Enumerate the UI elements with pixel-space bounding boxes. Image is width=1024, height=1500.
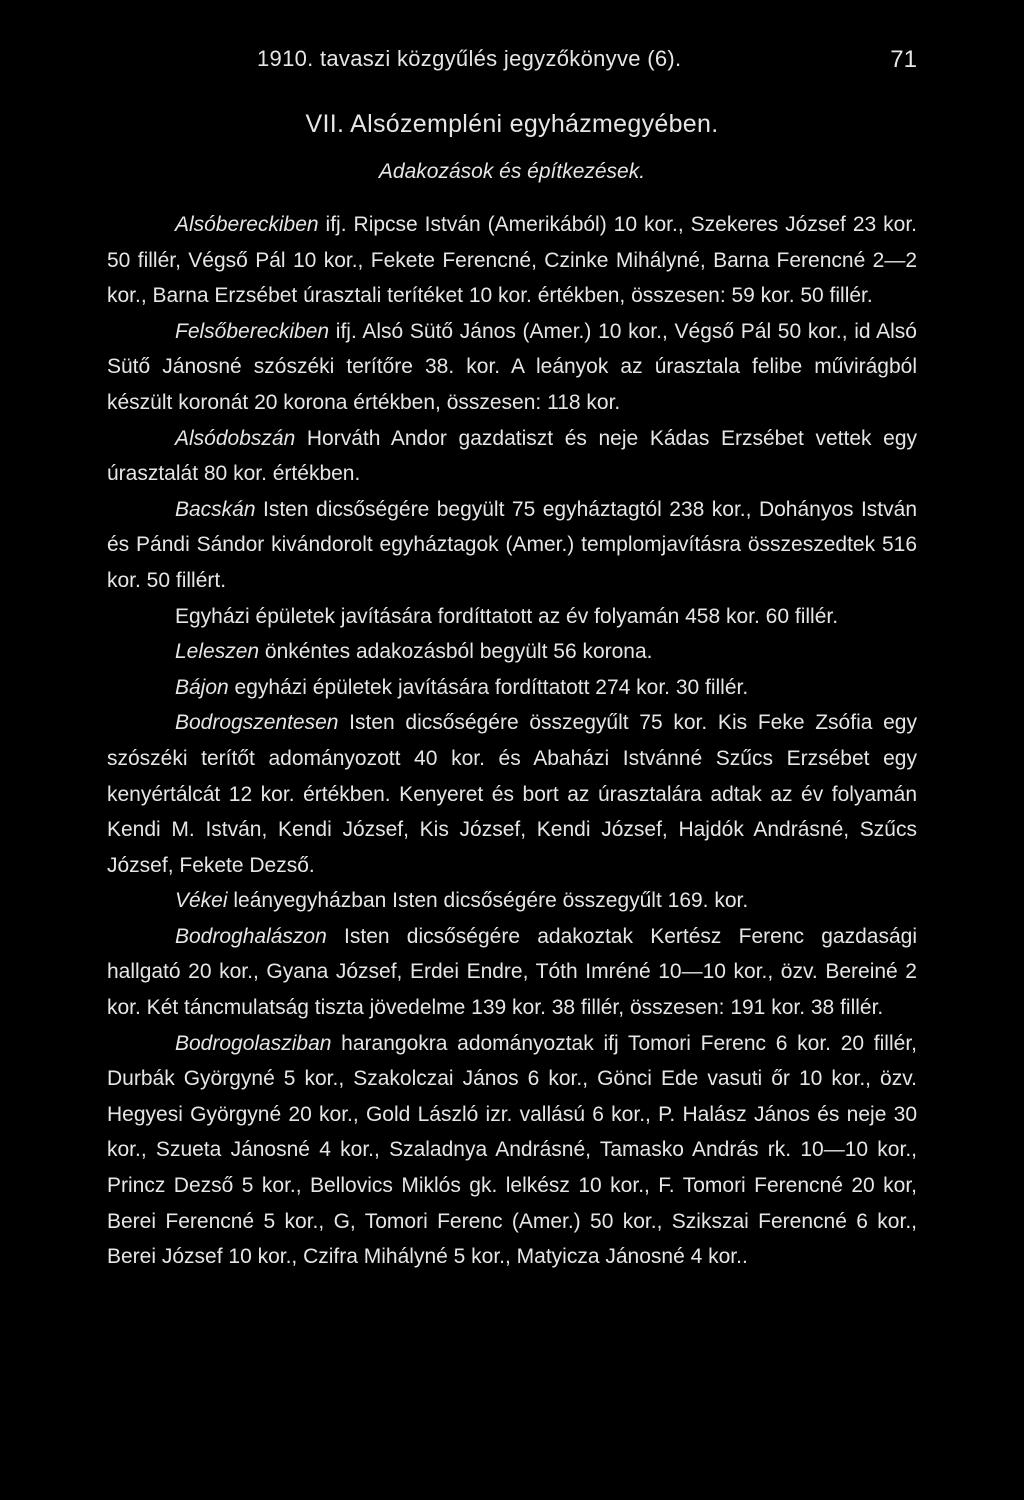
paragraph-text: Horváth Andor gazdatiszt és neje Kádas Erzsébet vettek egy úrasztalát 80 kor. értékben. <box>107 426 917 486</box>
place-name: Bodrogolasziban <box>175 1031 332 1055</box>
paragraph-text: harangokra adományoztak ifj Tomori Ferenc 6 kor. 20 fillér, Durbák Györgyné 5 kor., Szakolczai János 6 kor., Gönci Ede vasuti őr 10 kor., özv. Hegyesi Györgyné 20 kor., Gold László izr. vallású 6 kor., P. Halász János és neje 30 kor., Szueta Jánosné 4 kor., Szaladnya Andrásné, Tamasko András rk. 10—10 kor., Princz Dezső 5 kor., Bellovics Miklós gk. lelkész 10 kor., F. Tomori Ferencné 20 kor, Berei Ferencné 5 kor., G, Tomori Ferenc (Amer.) 50 kor., Szikszai Ferencné 6 kor., Berei József 10 kor., Czifra Mihályné 5 kor., Matyicza Jánosné 4 kor.. <box>107 1031 917 1269</box>
place-name: Alsódobszán <box>175 426 296 450</box>
paragraph-lelesz <box>107 634 917 670</box>
paragraph-felsoberecki <box>107 314 917 421</box>
paragraph-text: Egyházi épületek javítására fordíttatott az év folyamán 458 kor. 60 fillér. <box>175 604 839 628</box>
paragraph-bodrogolaszi <box>107 1026 917 1275</box>
paragraph-text: önkéntes adakozásból begyült 56 korona. <box>259 640 653 664</box>
paragraph-text: ifj. Alsó Sütő János (Amer.) 10 kor., Végső Pál 50 kor., id Alsó Sütő Jánosné szószéki terítőre 38. kor. A leányok az úrasztala felibe művirágból készült koronát 20 korona értékben, összesen: 118 kor. <box>107 319 917 414</box>
paragraph-alsodobsza <box>107 421 917 492</box>
place-name: Felsőbereckiben <box>175 319 330 343</box>
body-text <box>107 207 917 1275</box>
section-title: VII. Alsózempléni egyházmegyében. <box>305 110 719 138</box>
page-number: 71 <box>890 46 917 73</box>
place-name: Vékei <box>175 889 228 913</box>
paragraph-text: Isten dicsőségére adakoztak Kertész Ferenc gazdasági hallgató 20 kor., Gyana József, Erdei Endre, Tóth Imréné 10—10 kor., özv. Bereiné 2 kor. Két táncmulatság tiszta jövedelme 139 kor. 38 fillér, összesen: 191 kor. 38 fillér. <box>107 924 917 1020</box>
paragraph-text: egyházi épületek javítására fordíttatott 274 kor. 30 fillér. <box>228 675 749 699</box>
running-head: 1910. tavaszi közgyűlés jegyzőkönyve (6). <box>257 46 682 71</box>
paragraph-baj <box>107 670 917 706</box>
paragraph-text: leányegyházban Isten dicsőségére összegyűlt 169. kor. <box>227 889 749 913</box>
section-subtitle: Adakozások és építkezések. <box>378 160 646 183</box>
place-name: Bájon <box>175 675 229 699</box>
place-name: Bodrogszentesen <box>175 711 339 735</box>
paragraph-bodroghalasz <box>107 919 917 1026</box>
place-name: Alsóbereckiben <box>175 213 319 236</box>
paragraph-bodrogszentes <box>107 705 917 883</box>
paragraph-egyhazi-epuletek <box>107 599 917 635</box>
paragraph-text: Isten dicsőségére begyült 75 egyháztagtól 238 kor., Dohányos István és Pándi Sándor kivándorolt egyháztagok (Amer.) templomjavításra összeszedtek 516 kor. 50 fillért. <box>107 497 917 592</box>
paragraph-vekei <box>107 883 917 919</box>
paragraph-alsoberecki <box>107 207 917 314</box>
place-name: Leleszen <box>175 640 260 664</box>
paragraph-bacska <box>107 492 917 599</box>
paragraph-text: Isten dicsőségére összegyűlt 75 kor. Kis Feke Zsófia egy szószéki terítőt adományozott 40 kor. és Abaházi Istvánné Szűcs Erzsébet egy kenyértálcát 12 kor. értékben. Kenyeret és bort az úrasztalára adtak az év folyamán Kendi M. István, Kendi József, Kis József, Kendi József, Hajdók Andrásné, Szűcs József, Fekete Dezső. <box>107 711 917 877</box>
place-name: Bodroghalászon <box>175 924 327 948</box>
place-name: Bacskán <box>175 497 256 521</box>
page-header <box>107 40 917 80</box>
paragraph-text: ifj. Ripcse István (Amerikából) 10 kor., Szekeres József 23 kor. 50 fillér, Végső Pál 10 kor., Fekete Ferencné, Czinke Mihályné, Barna Ferencné 2—2 kor., Barna Erzsébet úrasztali terítéket 10 kor. értékben, összesen: 59 kor. 50 fillér. <box>107 213 917 308</box>
